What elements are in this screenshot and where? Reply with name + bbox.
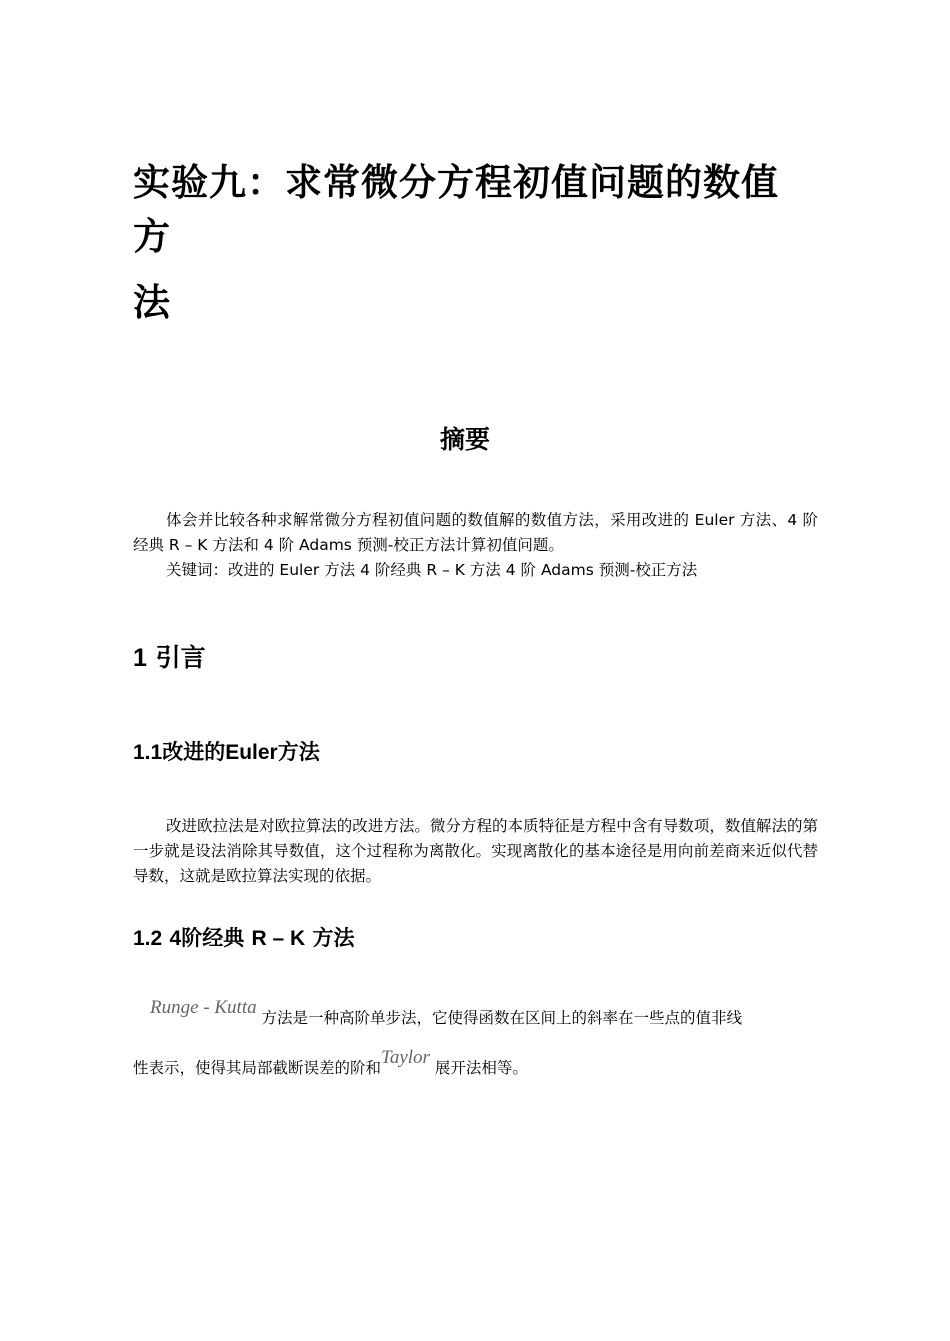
- abstract-keywords: 关键词：改进的 Euler 方法 4 阶经典 R – K 方法 4 阶 Adams 预测-校正方法: [166, 561, 698, 579]
- section-title: 引言: [155, 643, 206, 672]
- section-number: 1.1: [133, 741, 163, 764]
- section-1-2-heading: [133, 922, 355, 952]
- math-runge-kutta: Runge - Kutta: [150, 997, 257, 1018]
- section-1-2-line-2: [133, 1047, 833, 1079]
- section-title-prefix: 4: [169, 927, 182, 950]
- section-1-1-heading: [133, 736, 320, 766]
- section-title-euler: Euler: [225, 741, 278, 764]
- abstract-body: 体会并比较各种求解常微分方程初值问题的数值解的数值方法，采用改进的 Euler 方法、4 阶经典 R – K 方法和 4 阶 Adams 预测-校正方法计算初值问题。: [133, 511, 818, 554]
- section-number: 1.2: [133, 927, 163, 950]
- section-title-rk: R – K: [251, 927, 306, 950]
- section-1-heading: [133, 638, 206, 674]
- section-number: 1: [133, 644, 147, 672]
- section-title-suffix: 方法: [312, 926, 355, 950]
- section-1-2-line-1: [150, 997, 850, 1029]
- document-title-line-1: 实验九：求常微分方程初值问题的数值方: [133, 161, 779, 258]
- section-1-1-body: 改进欧拉法是对欧拉算法的改进方法。微分方程的本质特征是方程中含有导数项，数值解法的第一步就是设法消除其导数值，这个过程称为离散化。实现离散化的基本途径是用向前差商来近似代替导数，这就是欧拉算法实现的依据。: [133, 817, 818, 885]
- section-1-2-text-1: 方法是一种高阶单步法，它使得函数在区间上的斜率在一些点的值非线: [261, 1009, 743, 1027]
- section-title-mid: 阶经典: [181, 926, 245, 950]
- document-title-line-2: 法: [133, 281, 171, 324]
- math-taylor: Taylor: [381, 1047, 430, 1068]
- section-title-suffix: 方法: [277, 740, 320, 764]
- section-title-prefix: 改进的: [162, 740, 226, 764]
- abstract-heading: 摘要: [439, 425, 490, 454]
- section-1-2-text-2: 性表示，使得其局部截断误差的阶和: [133, 1059, 382, 1077]
- section-1-2-text-3: 展开法相等。: [434, 1059, 528, 1077]
